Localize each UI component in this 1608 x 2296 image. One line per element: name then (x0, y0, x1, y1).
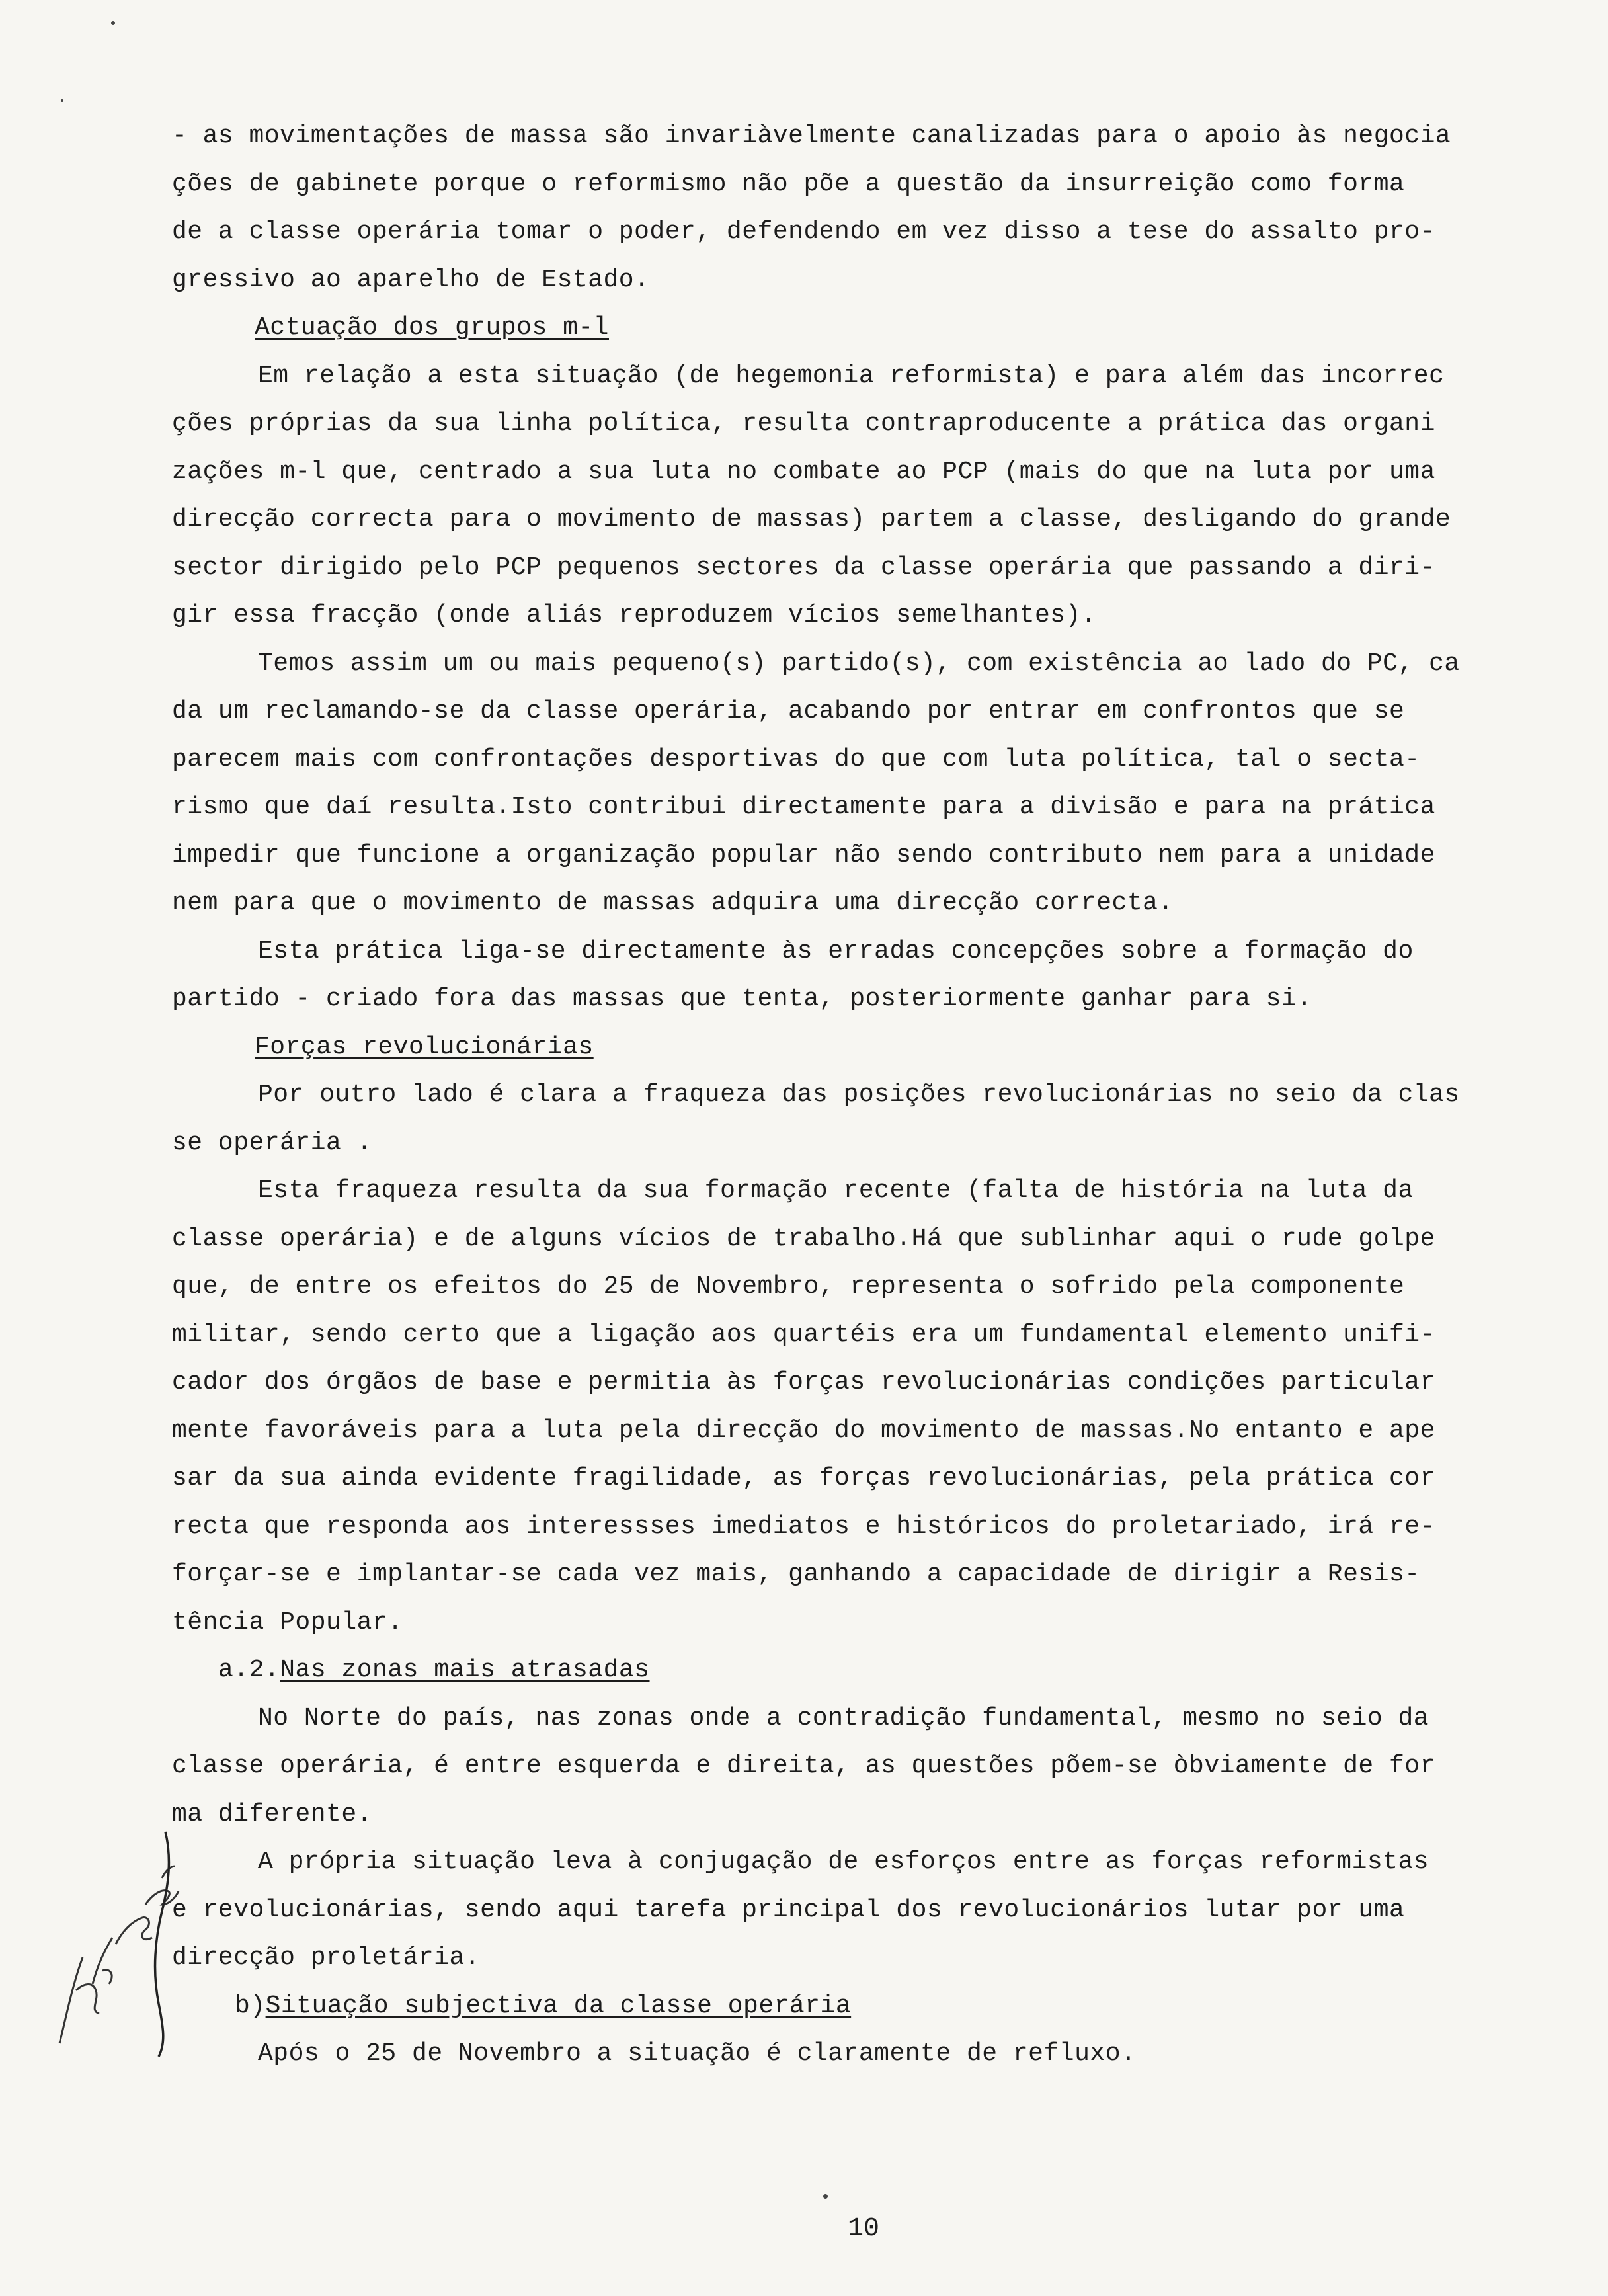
text-line: classe operária) e de alguns vícios de trabalho.Há que sublinhar aqui o rude golpe (172, 1224, 1435, 1253)
section-heading: Forças revolucionárias (255, 1032, 594, 1061)
text-line: zações m-l que, centrado a sua luta no combate ao PCP (mais do que na luta por uma (172, 457, 1435, 486)
text-line: da um reclamando-se da classe operária, acabando por entrar em confrontos que se (172, 697, 1405, 725)
text-line: direcção correcta para o movimento de massas) partem a classe, desligando do grande (172, 505, 1451, 534)
subsection-heading (172, 1983, 1534, 2031)
subsection-title: Situação subjectiva da classe operária (265, 1991, 852, 2020)
handwritten-margin-note (46, 1819, 192, 2083)
text-line: se operária . (172, 1128, 372, 1157)
body-text (172, 112, 1534, 2078)
text-line: partido - criado fora das massas que tenta, posteriormente ganhar para si. (172, 985, 1312, 1013)
text-line: Após o 25 de Novembro a situação é claramente de refluxo. (258, 2039, 1137, 2068)
section-heading: Actuação dos grupos m-l (255, 313, 609, 342)
text-line: Em relação a esta situação (de hegemonia reformista) e para além das incorrec (258, 361, 1445, 390)
paper-speck (823, 2194, 828, 2199)
text-line: impedir que funcione a organização popular não sendo contributo nem para a unidade (172, 840, 1435, 870)
text-line: parecem mais com confrontações desportivas do que com luta política, tal o secta- (172, 745, 1420, 774)
text-line: ma diferente. (172, 1799, 372, 1828)
text-line: gir essa fracção (onde aliás reproduzem vícios semelhantes). (172, 601, 1097, 630)
text-line: militar, sendo certo que a ligação aos quartéis era um fundamental elemento unifi- (172, 1320, 1435, 1349)
text-line: gressivo ao aparelho de Estado. (172, 265, 650, 294)
text-line: direcção proletária. (172, 1944, 481, 1972)
paper-speck (111, 21, 115, 25)
text-line: A própria situação leva à conjugação de esforços entre as forças reformistas (258, 1848, 1429, 1876)
text-line: que, de entre os efeitos do 25 de Novembro, representa o sofrido pela componente (172, 1272, 1405, 1301)
text-line: Temos assim um ou mais pequeno(s) partido(s), com existência ao lado do PC, ca (258, 649, 1460, 678)
text-line: classe operária, é entre esquerda e direita, as questões põem-se òbviamente de for (172, 1752, 1435, 1780)
text-line: e revolucionárias, sendo aqui tarefa principal dos revolucionários lutar por uma (172, 1895, 1405, 1924)
subsection-prefix: b) (235, 1991, 266, 2020)
text-line: forçar-se e implantar-se cada vez mais, ganhando a capacidade de dirigir a Resis- (172, 1560, 1420, 1588)
text-line: tência Popular. (172, 1608, 403, 1637)
text-line: No Norte do país, nas zonas onde a contradição fundamental, mesmo no seio da (258, 1703, 1429, 1733)
text-line: sector dirigido pelo PCP pequenos sectores da classe operária que passando a diri- (172, 553, 1435, 582)
subsection-heading (172, 1647, 1534, 1695)
subsection-prefix: a.2. (218, 1656, 280, 1684)
text-line: sar da sua ainda evidente fragilidade, as forças revolucionárias, pela prática cor (172, 1464, 1435, 1493)
handwriting-scribble (46, 1819, 192, 2083)
paper-speck (61, 99, 63, 102)
text-line: nem para que o movimento de massas adquira uma direcção correcta. (172, 889, 1174, 917)
page-number: 10 (848, 2214, 880, 2244)
subsection-title: Nas zonas mais atrasadas (280, 1656, 650, 1684)
text-line: Esta prática liga-se directamente às erradas concepções sobre a formação do (258, 936, 1414, 965)
text-line: mente favoráveis para a luta pela direcção do movimento de massas.No entanto e ape (172, 1416, 1435, 1445)
text-line: ções próprias da sua linha política, resulta contraproducente a prática das organi (172, 409, 1435, 438)
text-line: rismo que daí resulta.Isto contribui directamente para a divisão e para na prática (172, 793, 1435, 821)
text-line: Por outro lado é clara a fraqueza das posições revolucionárias no seio da clas (258, 1081, 1460, 1109)
text-line: - as movimentações de massa são invariàvelmente canalizadas para o apoio às negocia (172, 122, 1451, 150)
text-line: Esta fraqueza resulta da sua formação recente (falta de história na luta da (258, 1176, 1414, 1205)
text-line: ções de gabinete porque o reformismo não põe a questão da insurreição como forma (172, 169, 1405, 198)
text-line: cador dos órgãos de base e permitia às forças revolucionárias condições particular (172, 1368, 1435, 1397)
text-line: recta que responda aos interessses imediatos e históricos do proletariado, irá re- (172, 1512, 1435, 1541)
text-line: de a classe operária tomar o poder, defendendo em vez disso a tese do assalto pro- (172, 218, 1435, 246)
